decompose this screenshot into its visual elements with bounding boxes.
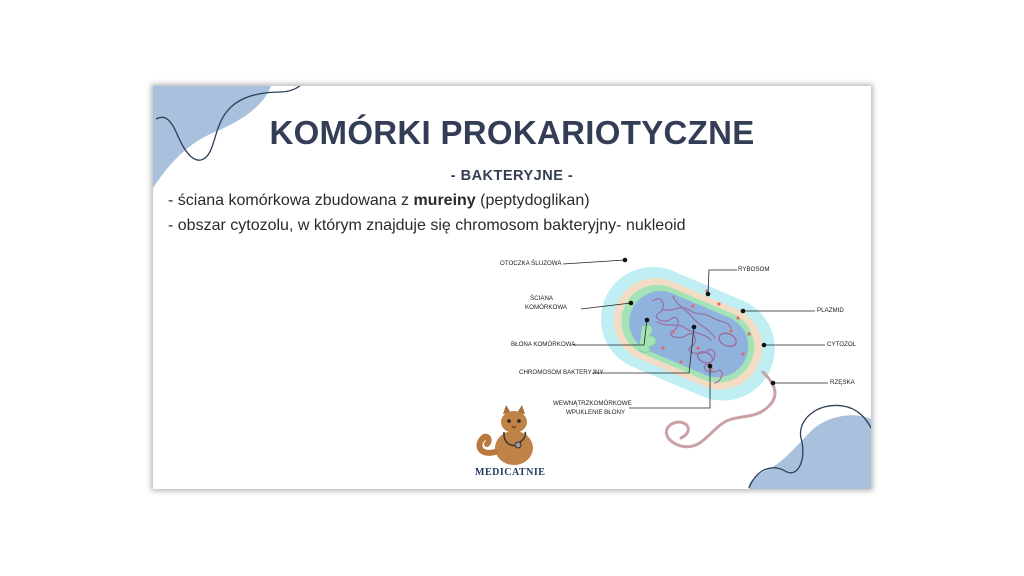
cat-doctor-logo bbox=[473, 404, 547, 468]
label-cell-wall-line1: ŚCIANA bbox=[530, 295, 554, 302]
label-infolding-line2: WPUKLENIE BŁONY bbox=[566, 409, 626, 416]
label-chromosome: CHROMOSOM BAKTERYJNY bbox=[519, 369, 604, 376]
slide-subtitle: - BAKTERYJNE - bbox=[450, 168, 574, 184]
bullet-text: (peptydoglikan) bbox=[475, 192, 590, 209]
label-ribosome: RYBOSOM bbox=[738, 266, 770, 273]
label-cytosol: CYTOZOL bbox=[827, 341, 857, 348]
label-capsule: OTOCZKA ŚLUZOWA bbox=[500, 260, 562, 267]
bullet-text: - ściana komórkowa zbudowana z bbox=[168, 192, 414, 209]
label-infolding-line1: WEWNĄTRZKOMÓRKOWE bbox=[553, 400, 632, 407]
label-flagellum: RZĘSKA bbox=[830, 379, 855, 386]
slide bbox=[153, 86, 871, 489]
label-cell-membrane: BŁONA KOMÓRKOWA bbox=[511, 341, 576, 348]
label-plasmid: PLAZMID bbox=[817, 307, 844, 314]
slide-title: KOMÓRKI PROKARIOTYCZNE bbox=[269, 114, 755, 151]
label-cell-wall-line2: KOMÓRKOWA bbox=[525, 304, 568, 311]
brand-name: MEDICATNIE bbox=[475, 467, 546, 478]
bullet-cytosol: - obszar cytozolu, w którym znajduje się chromosom bakteryjny- nukleoid bbox=[168, 217, 686, 234]
bullet-bold-term: mureiny bbox=[413, 192, 476, 209]
